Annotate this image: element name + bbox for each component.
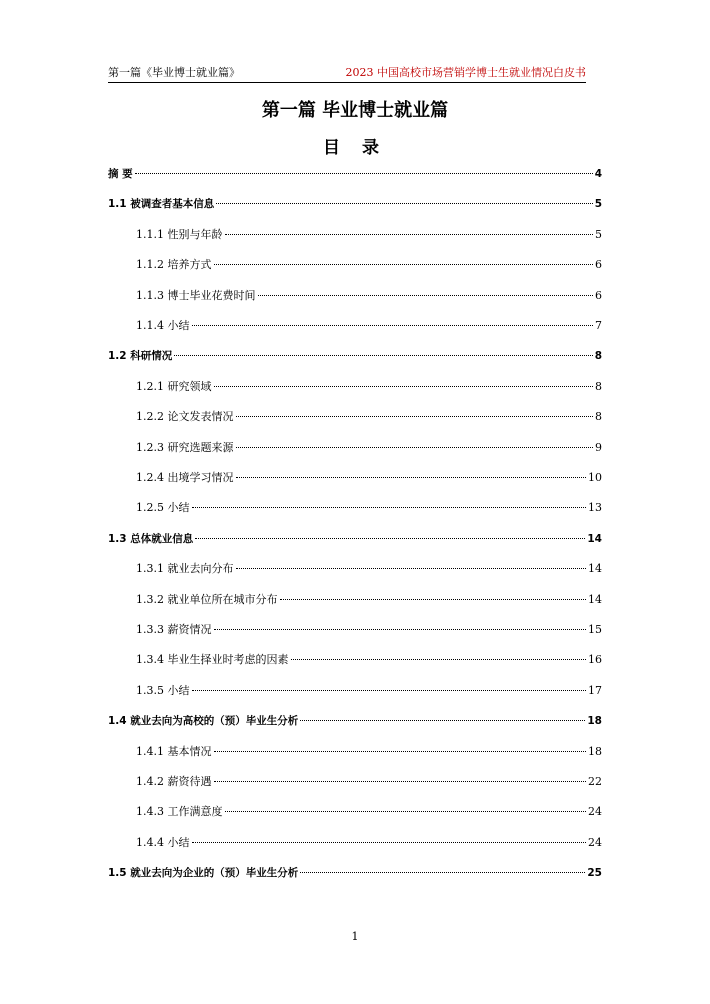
- toc-leader-dots: [236, 477, 587, 478]
- toc-entry-page: 8: [595, 410, 602, 424]
- toc-entry-page: 24: [588, 835, 602, 849]
- toc-leader-dots: [192, 507, 587, 508]
- toc-entry[interactable]: [108, 470, 602, 486]
- toc-leader-dots: [135, 173, 593, 174]
- toc-entry-page: 6: [595, 288, 602, 302]
- toc-entry-title: 1.2.5 小结: [136, 501, 190, 515]
- toc-entry-title: 1.4 就业去向为高校的（预）毕业生分析: [108, 715, 299, 728]
- toc-leader-dots: [300, 720, 585, 721]
- toc-entry[interactable]: [108, 744, 602, 760]
- toc-entry[interactable]: [108, 166, 602, 182]
- toc-entry-page: 5: [595, 227, 602, 241]
- toc-leader-dots: [192, 690, 587, 691]
- toc-leader-dots: [236, 416, 594, 417]
- toc-entry-title: 1.4.2 薪资待遇: [136, 775, 212, 788]
- toc-entry-page: 13: [588, 501, 602, 515]
- header-right: 2023 中国高校市场营销学博士生就业情况白皮书: [345, 66, 586, 79]
- toc-entry[interactable]: [108, 622, 602, 638]
- toc-entry-title: 1.2 科研情况: [108, 350, 173, 363]
- toc-entry[interactable]: [108, 348, 602, 364]
- toc-entry[interactable]: [108, 500, 602, 516]
- toc-entry-title: 1.1.2 培养方式: [136, 258, 212, 272]
- toc-entry-page: 7: [595, 319, 602, 332]
- toc-entry-title: 1.2.2 论文发表情况: [136, 410, 234, 424]
- toc-entry[interactable]: [108, 683, 602, 699]
- toc-entry-page: 14: [587, 532, 602, 545]
- toc-entry-title: 1.2.3 研究选题来源: [136, 440, 234, 454]
- toc-leader-dots: [291, 659, 587, 660]
- toc-entry[interactable]: [108, 440, 602, 456]
- toc-leader-dots: [174, 355, 592, 356]
- toc-leader-dots: [214, 264, 594, 265]
- toc-entry[interactable]: [108, 713, 602, 729]
- toc-entry[interactable]: [108, 318, 602, 334]
- toc-entry[interactable]: [108, 227, 602, 243]
- toc-entry-page: 8: [594, 350, 602, 363]
- toc-entry-title: 1.3 总体就业信息: [108, 532, 194, 545]
- toc-entry-title: 1.3.3 薪资情况: [136, 623, 212, 636]
- toc-entry[interactable]: [108, 774, 602, 790]
- toc-leader-dots: [192, 325, 594, 326]
- toc-entry[interactable]: [108, 257, 602, 273]
- toc-entry[interactable]: [108, 196, 602, 212]
- toc-entry-page: 14: [588, 562, 602, 576]
- toc-entry-page: 4: [594, 168, 602, 180]
- toc-leader-dots: [214, 781, 587, 782]
- toc-entry[interactable]: [108, 835, 602, 851]
- toc-leader-dots: [258, 295, 594, 296]
- toc-leader-dots: [236, 447, 594, 448]
- toc-entry[interactable]: [108, 865, 602, 881]
- toc-leader-dots: [280, 599, 587, 600]
- toc-entry-page: 25: [587, 867, 602, 880]
- toc-entry-title: 1.4.1 基本情况: [136, 744, 212, 758]
- toc-entry[interactable]: [108, 409, 602, 425]
- toc-entry-page: 15: [588, 623, 602, 636]
- page-header: [108, 64, 586, 83]
- toc-entry-title: 1.1.4 小结: [136, 319, 190, 332]
- toc-entry-title: 1.3.5 小结: [136, 683, 190, 697]
- toc-entry-page: 9: [595, 440, 602, 454]
- toc-entry-page: 6: [595, 258, 602, 272]
- toc-entry[interactable]: [108, 288, 602, 304]
- toc-entry[interactable]: [108, 804, 602, 820]
- toc-entry[interactable]: [108, 561, 602, 577]
- toc-entry-title: 1.4.3 工作满意度: [136, 805, 223, 819]
- toc-leader-dots: [300, 872, 585, 873]
- toc-entry-title: 1.1.1 性别与年龄: [136, 227, 223, 241]
- toc-leader-dots: [236, 568, 587, 569]
- toc-entry[interactable]: [108, 592, 602, 608]
- toc-entry-page: 17: [588, 683, 602, 697]
- toc-entry-title: 1.2.1 研究领域: [136, 379, 212, 393]
- toc-entry-title: 1.3.2 就业单位所在城市分布: [136, 592, 278, 606]
- toc-leader-dots: [214, 386, 594, 387]
- toc-entry-page: 8: [595, 379, 602, 393]
- toc-leader-dots: [192, 842, 587, 843]
- toc-entry[interactable]: [108, 379, 602, 395]
- toc-entry-title: 1.4.4 小结: [136, 835, 190, 849]
- toc-heading: 目 录: [323, 138, 387, 158]
- toc-entry-page: 18: [588, 744, 602, 758]
- toc-leader-dots: [214, 629, 587, 630]
- toc-entry-page: 18: [587, 715, 602, 728]
- toc-entry-title: 1.3.4 毕业生择业时考虑的因素: [136, 653, 289, 667]
- toc-entry-page: 24: [588, 805, 602, 819]
- header-left: 第一篇《毕业博士就业篇》: [108, 66, 240, 79]
- toc-entry-page: 14: [588, 592, 602, 606]
- toc-leader-dots: [216, 203, 592, 204]
- toc-entry-page: 16: [588, 653, 602, 667]
- toc-leader-dots: [214, 751, 587, 752]
- toc-entry-page: 5: [594, 198, 602, 211]
- toc-entry-title: 1.1.3 博士毕业花费时间: [136, 288, 256, 302]
- page-number: 1: [351, 930, 359, 943]
- toc-entry-title: 1.1 被调查者基本信息: [108, 198, 215, 211]
- toc-entry-title: 1.5 就业去向为企业的（预）毕业生分析: [108, 867, 299, 880]
- toc-leader-dots: [195, 538, 585, 539]
- document-title: 第一篇 毕业博士就业篇: [261, 100, 449, 121]
- toc-entry-title: 摘 要: [108, 168, 133, 180]
- toc-entry-page: 10: [588, 471, 602, 484]
- toc-entry[interactable]: [108, 652, 602, 668]
- toc-entry-title: 1.3.1 就业去向分布: [136, 562, 234, 576]
- toc-leader-dots: [225, 234, 594, 235]
- toc-entry[interactable]: [108, 531, 602, 547]
- toc-entry-title: 1.2.4 出境学习情况: [136, 471, 234, 484]
- toc-leader-dots: [225, 811, 587, 812]
- toc-entry-page: 22: [588, 775, 602, 788]
